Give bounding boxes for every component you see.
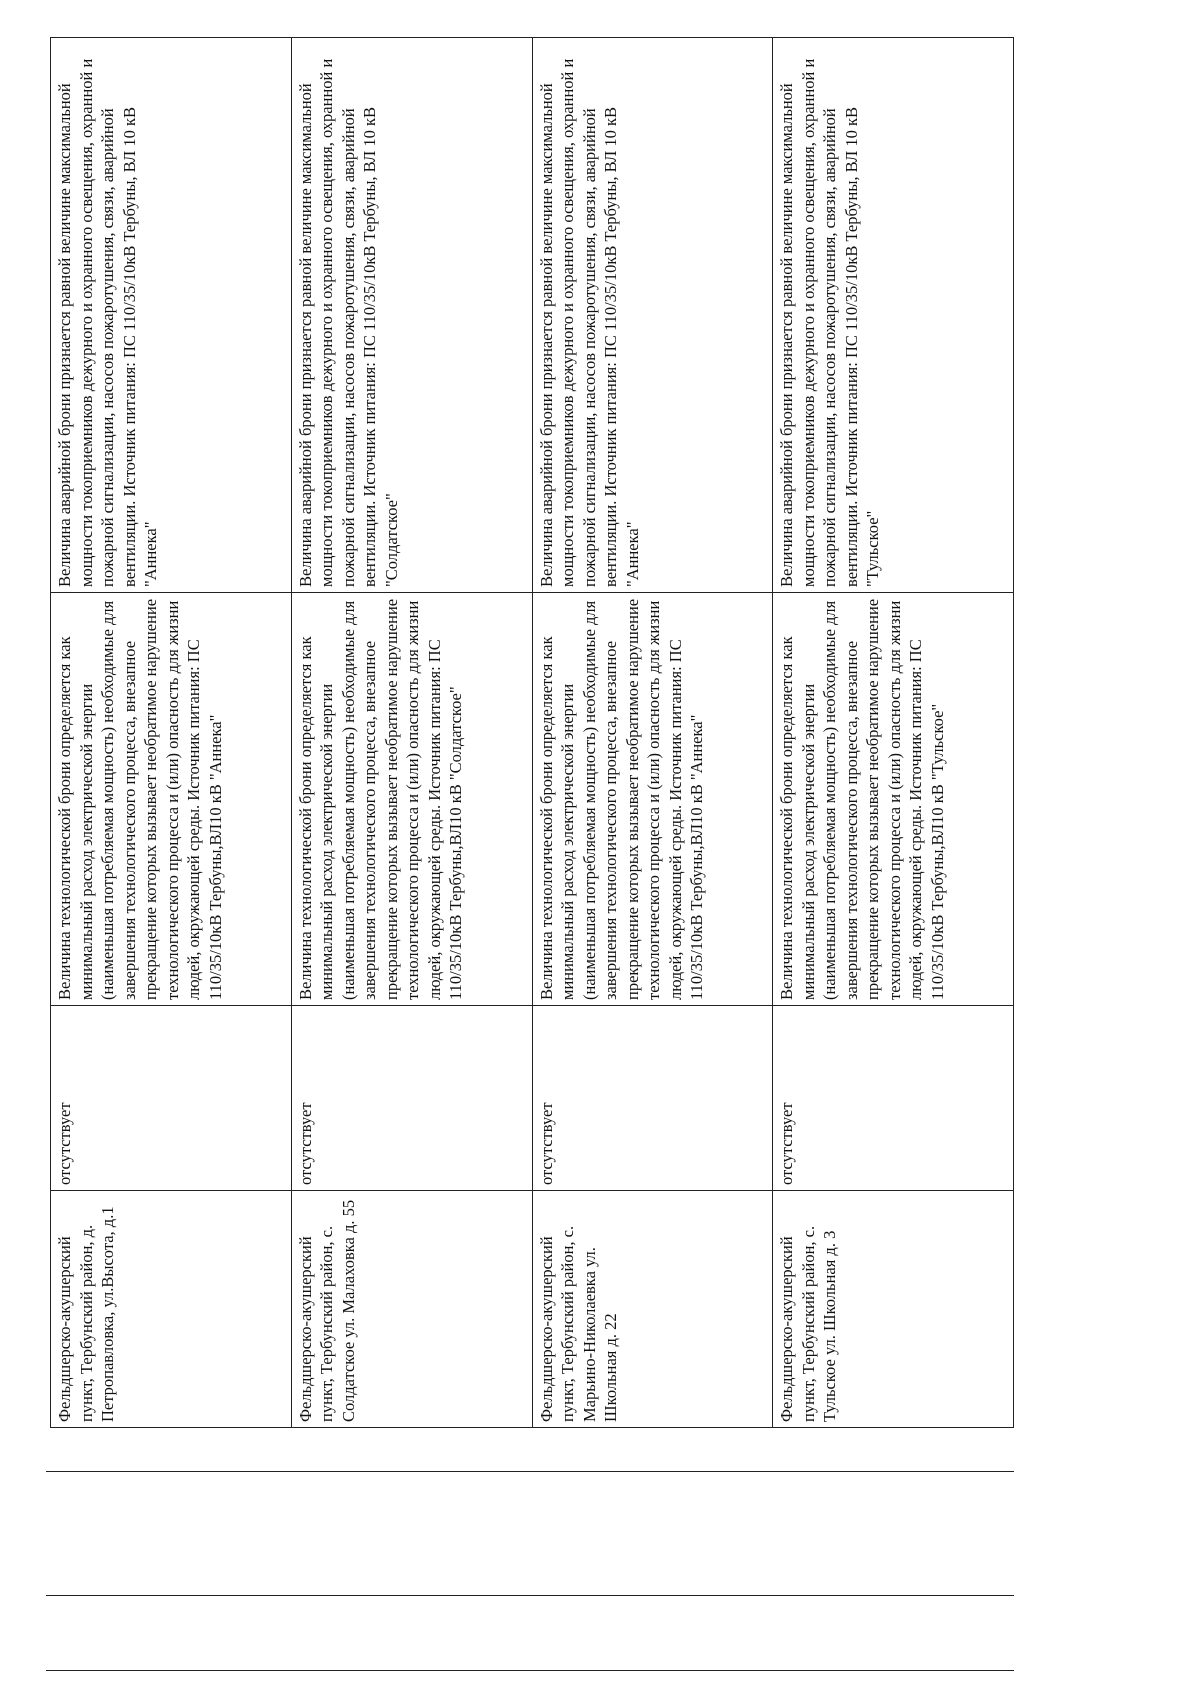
status-cell: отсутствует bbox=[532, 1006, 773, 1191]
emergency-reserve-cell: Величина аварийной брони признается равной величине максимальной мощности токоприемников дежурного и охранного освещения, охранной и пожарной сигнализации, насосов пожаротушения, связи, аварийной вентиляции. Источник питания: ПС 110/35/10кВ Тербуны, ВЛ 10 кВ "Солдатское" bbox=[291, 38, 532, 593]
reserve-table bbox=[50, 37, 1014, 1428]
emergency-reserve-cell: Величина аварийной брони признается равной величине максимальной мощности токоприемников дежурного и охранного освещения, охранной и пожарной сигнализации, насосов пожаротушения, связи, аварийной вентиляции. Источник питания: ПС 110/35/10кВ Тербуны, ВЛ 10 кВ "Тульское" bbox=[773, 38, 1014, 593]
emergency-reserve-cell: Величина аварийной брони признается равной величине максимальной мощности токоприемников дежурного и охранного освещения, охранной и пожарной сигнализации, насосов пожаротушения, связи, аварийной вентиляции. Источник питания: ПС 110/35/10кВ Тербуны, ВЛ 10 кВ "Аннека" bbox=[532, 38, 773, 593]
divider-line bbox=[46, 1670, 1014, 1671]
status-cell: отсутствует bbox=[773, 1006, 1014, 1191]
facility-cell: Фельдшерско-акушерский пункт, Тербунский район, с. Солдатское ул. Малаховка д. 55 bbox=[291, 1191, 532, 1428]
table-row bbox=[773, 38, 1014, 1428]
table-row bbox=[532, 38, 773, 1428]
rotated-table-wrapper bbox=[50, 38, 1014, 1428]
divider-line bbox=[46, 1471, 1014, 1472]
tech-reserve-cell: Величина технологической брони определяется как минимальный расход электрической энергии (наименьшая потребляемая мощность) необходимые для завершения технологического процесса, внезапное прекращение которых вызывает необратимое нарушение технологического процесса и (или) опасность для жизни людей, окружающей среды. Источник питания: ПС 110/35/10кВ Тербуны,ВЛ10 кВ "Аннека" bbox=[532, 593, 773, 1006]
table-row bbox=[51, 38, 292, 1428]
tech-reserve-cell: Величина технологической брони определяется как минимальный расход электрической энергии (наименьшая потребляемая мощность) необходимые для завершения технологического процесса, внезапное прекращение которых вызывает необратимое нарушение технологического процесса и (или) опасность для жизни людей, окружающей среды. Источник питания: ПС 110/35/10кВ Тербуны,ВЛ10 кВ "Тульское" bbox=[773, 593, 1014, 1006]
facility-cell: Фельдшерско-акушерский пункт, Тербунский район, с. Тульское ул. Школьная д. 3 bbox=[773, 1191, 1014, 1428]
tech-reserve-cell: Величина технологической брони определяется как минимальный расход электрической энергии (наименьшая потребляемая мощность) необходимые для завершения технологического процесса, внезапное прекращение которых вызывает необратимое нарушение технологического процесса и (или) опасность для жизни людей, окружающей среды. Источник питания: ПС 110/35/10кВ Тербуны,ВЛ10 кВ "Аннека" bbox=[51, 593, 292, 1006]
tech-reserve-cell: Величина технологической брони определяется как минимальный расход электрической энергии (наименьшая потребляемая мощность) необходимые для завершения технологического процесса, внезапное прекращение которых вызывает необратимое нарушение технологического процесса и (или) опасность для жизни людей, окружающей среды. Источник питания: ПС 110/35/10кВ Тербуны,ВЛ10 кВ "Солдатское" bbox=[291, 593, 532, 1006]
divider-line bbox=[46, 1595, 1014, 1596]
status-cell: отсутствует bbox=[51, 1006, 292, 1191]
table-row bbox=[291, 38, 532, 1428]
facility-cell: Фельдшерско-акушерский пункт, Тербунский район, д. Петропавловка, ул.Высота, д.1 bbox=[51, 1191, 292, 1428]
status-cell: отсутствует bbox=[291, 1006, 532, 1191]
facility-cell: Фельдшерско-акушерский пункт, Тербунский район, с. Марьино-Николаевка ул. Школьная д. 22 bbox=[532, 1191, 773, 1428]
emergency-reserve-cell: Величина аварийной брони признается равной величине максимальной мощности токоприемников дежурного и охранного освещения, охранной и пожарной сигнализации, насосов пожаротушения, связи, аварийной вентиляции. Источник питания: ПС 110/35/10кВ Тербуны, ВЛ 10 кВ "Аннека" bbox=[51, 38, 292, 593]
